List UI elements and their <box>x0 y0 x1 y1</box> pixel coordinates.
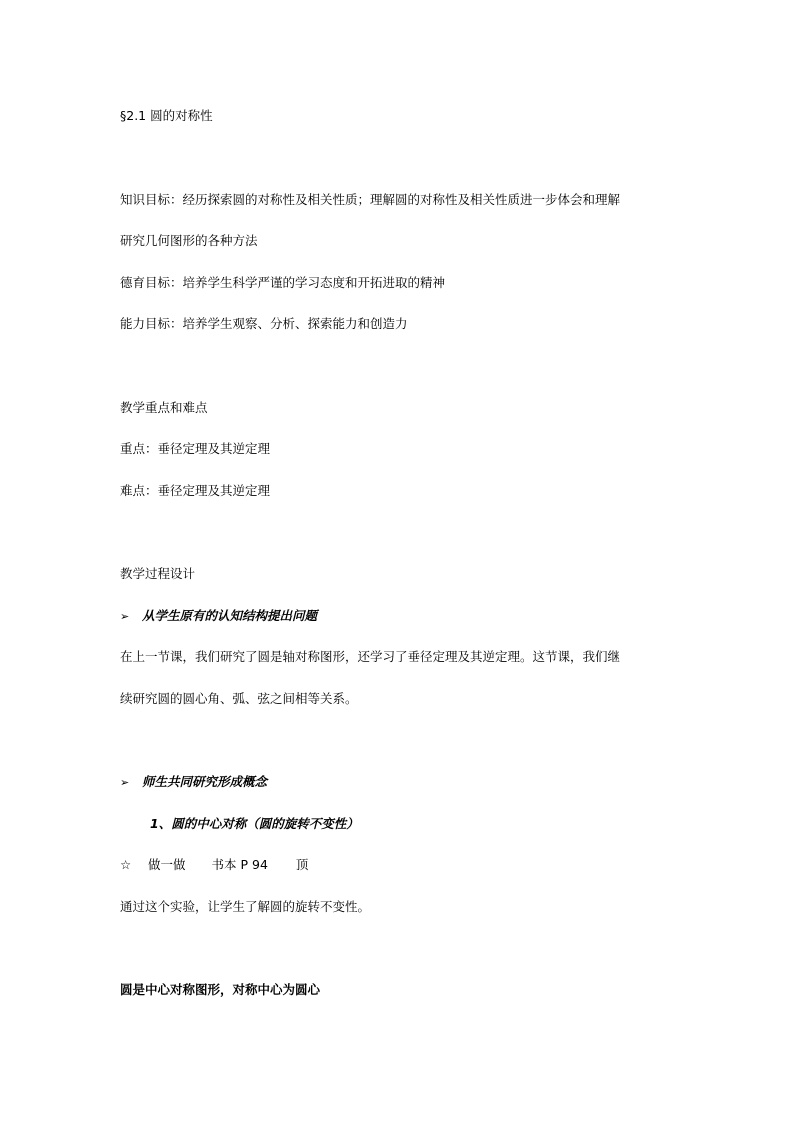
star-icon: ☆ <box>120 857 132 872</box>
activity-label: 做一做 <box>148 857 186 872</box>
bullet-arrow-icon: ➢ <box>120 776 130 789</box>
section2-title: 师生共同研究形成概念 <box>142 774 268 789</box>
moral-objective: 德育目标：培养学生科学严谨的学习态度和开拓进取的精神 <box>120 275 446 290</box>
subsection1-title: 1、圆的中心对称（圆的旋转不变性） <box>150 816 359 831</box>
section1-text-line2: 续研究圆的圆心角、弧、弦之间相等关系。 <box>120 691 358 706</box>
section1-text-line1: 在上一节课，我们研究了圆是轴对称图形，还学习了垂径定理及其逆定理。这节课，我们继 <box>120 649 621 664</box>
process-heading: 教学过程设计 <box>120 566 196 581</box>
section2-heading <box>120 774 267 791</box>
knowledge-objective-line2: 研究几何图形的各种方法 <box>120 233 258 248</box>
experiment-text: 通过这个实验，让学生了解圆的旋转不变性。 <box>120 899 371 914</box>
conclusion-text: 圆是中心对称图形，对称中心为圆心 <box>120 982 321 997</box>
bullet-arrow-icon: ➢ <box>120 610 130 623</box>
activity-book-ref: 书本 P 94 <box>211 857 268 872</box>
ability-objective: 能力目标：培养学生观察、分析、探索能力和创造力 <box>120 316 408 331</box>
key-points-heading: 教学重点和难点 <box>120 400 208 415</box>
section-title: §2.1 圆的对称性 <box>120 108 213 123</box>
section1-title: 从学生原有的认知结构提出问题 <box>142 608 318 623</box>
section1-heading <box>120 608 317 625</box>
activity-page-word: 顶 <box>295 857 309 872</box>
activity-line <box>120 857 308 873</box>
key-point-difficulty: 难点：垂径定理及其逆定理 <box>120 483 271 498</box>
key-point-focus: 重点：垂径定理及其逆定理 <box>120 441 271 456</box>
knowledge-objective-line1: 知识目标：经历探索圆的对称性及相关性质；理解圆的对称性及相关性质进一步体会和理解 <box>120 192 621 207</box>
